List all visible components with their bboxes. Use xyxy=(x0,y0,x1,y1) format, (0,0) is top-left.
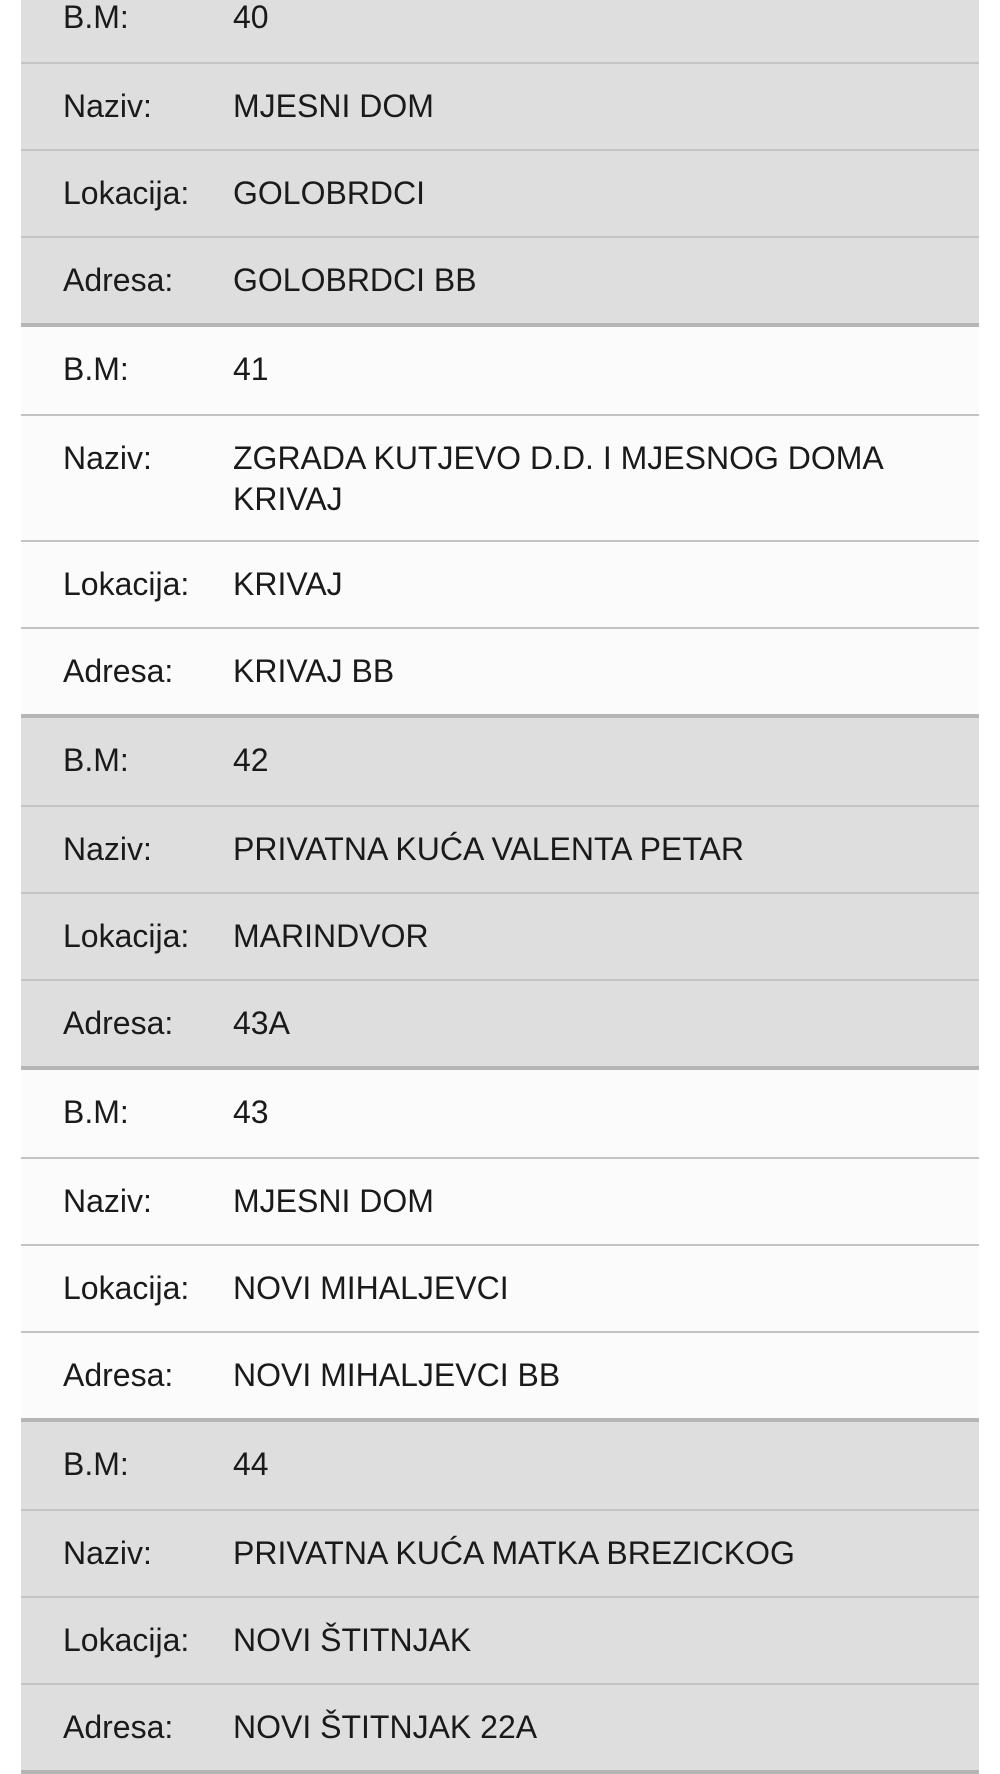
entry-row-lokacija xyxy=(21,1596,979,1683)
entry-row-naziv xyxy=(21,1509,979,1596)
entry-row-bm xyxy=(21,718,979,805)
naziv-value: PRIVATNA KUĆA VALENTA PETAR xyxy=(233,831,744,867)
lokacija-value: NOVI MIHALJEVCI xyxy=(233,1270,509,1306)
bm-label: B.M: xyxy=(63,351,129,387)
adresa-value: 43A xyxy=(233,1005,290,1041)
entry-row-adresa xyxy=(21,1683,979,1770)
bm-value: 40 xyxy=(233,0,269,35)
entry-row-bm xyxy=(21,1070,979,1157)
lokacija-label: Lokacija: xyxy=(63,566,190,602)
naziv-label: Naziv: xyxy=(63,1183,152,1219)
entry-group[interactable] xyxy=(21,1070,979,1422)
adresa-value: NOVI ŠTITNJAK 22A xyxy=(233,1709,538,1745)
entry-row-lokacija xyxy=(21,540,979,627)
entry-row-bm xyxy=(21,327,979,414)
bm-label: B.M: xyxy=(63,742,129,778)
bm-value: 43 xyxy=(233,1094,269,1130)
lokacija-value: KRIVAJ xyxy=(233,566,343,602)
entry-group[interactable] xyxy=(21,327,979,718)
naziv-value: MJESNI DOM xyxy=(233,1183,434,1219)
lokacija-label: Lokacija: xyxy=(63,1270,190,1306)
adresa-value: KRIVAJ BB xyxy=(233,653,395,689)
entry-row-bm xyxy=(21,0,979,62)
entry-group[interactable] xyxy=(21,1422,979,1774)
entry-row-adresa xyxy=(21,627,979,714)
naziv-label: Naziv: xyxy=(63,831,152,867)
adresa-value: NOVI MIHALJEVCI BB xyxy=(233,1357,561,1393)
naziv-label: Naziv: xyxy=(63,88,152,124)
adresa-label: Adresa: xyxy=(63,1709,174,1745)
adresa-label: Adresa: xyxy=(63,1005,174,1041)
entry-row-adresa xyxy=(21,979,979,1066)
lokacija-label: Lokacija: xyxy=(63,918,190,954)
polling-station-list xyxy=(21,0,979,1774)
bm-value: 44 xyxy=(233,1446,269,1482)
entry-row-adresa xyxy=(21,236,979,323)
entry-row-naziv xyxy=(21,62,979,149)
entry-row-naziv xyxy=(21,805,979,892)
naziv-label: Naziv: xyxy=(63,440,152,476)
naziv-value: MJESNI DOM xyxy=(233,88,434,124)
entry-row-adresa xyxy=(21,1331,979,1418)
adresa-label: Adresa: xyxy=(63,653,174,689)
naziv-value: PRIVATNA KUĆA MATKA BREZICKOG xyxy=(233,1535,795,1571)
adresa-label: Adresa: xyxy=(63,262,174,298)
lokacija-label: Lokacija: xyxy=(63,175,190,211)
entry-row-lokacija xyxy=(21,892,979,979)
naziv-label: Naziv: xyxy=(63,1535,152,1571)
lokacija-value: NOVI ŠTITNJAK xyxy=(233,1622,472,1658)
adresa-label: Adresa: xyxy=(63,1357,174,1393)
entry-row-lokacija xyxy=(21,1244,979,1331)
entry-row-lokacija xyxy=(21,149,979,236)
lokacija-value: GOLOBRDCI xyxy=(233,175,426,211)
entry-group[interactable] xyxy=(21,0,979,327)
adresa-value: GOLOBRDCI BB xyxy=(233,262,477,298)
lokacija-value: MARINDVOR xyxy=(233,918,429,954)
entry-row-naziv xyxy=(21,414,979,540)
lokacija-label: Lokacija: xyxy=(63,1622,190,1658)
bm-value: 42 xyxy=(233,742,269,778)
entry-row-bm xyxy=(21,1422,979,1509)
bm-label: B.M: xyxy=(63,0,129,35)
entry-group[interactable] xyxy=(21,718,979,1070)
entry-row-naziv xyxy=(21,1157,979,1244)
naziv-value: ZGRADA KUTJEVO D.D. I MJESNOG DOMA KRIVAJ xyxy=(233,440,882,517)
bm-value: 41 xyxy=(233,351,269,387)
bm-label: B.M: xyxy=(63,1446,129,1482)
bm-label: B.M: xyxy=(63,1094,129,1130)
